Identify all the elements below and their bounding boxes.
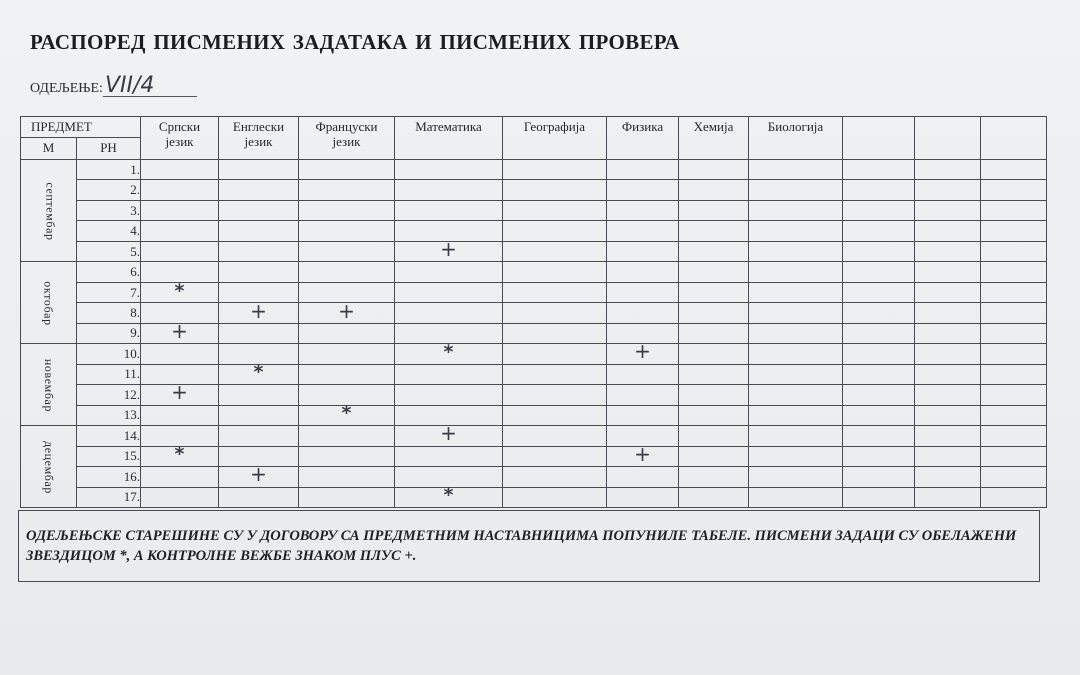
week-row [21, 221, 1047, 241]
schedule-cell[interactable] [299, 262, 395, 282]
schedule-cell[interactable] [843, 405, 915, 425]
schedule-cell[interactable] [749, 160, 843, 180]
week-number: 1. [77, 160, 141, 180]
schedule-cell[interactable] [843, 180, 915, 200]
month-label: септембар [43, 182, 58, 241]
schedule-cell[interactable] [395, 340, 503, 364]
week-number: 9. [77, 323, 141, 343]
schedule-cell[interactable] [843, 467, 915, 487]
week-number: 15. [77, 446, 141, 466]
subject-header [141, 117, 219, 160]
schedule-cell[interactable] [503, 200, 607, 220]
schedule-cell[interactable] [503, 405, 607, 425]
schedule-cell[interactable] [219, 323, 299, 343]
schedule-cell[interactable] [503, 364, 607, 384]
schedule-cell[interactable] [679, 385, 749, 405]
schedule-cell[interactable] [679, 160, 749, 180]
schedule-cell[interactable] [141, 487, 219, 508]
schedule-cell[interactable] [915, 303, 981, 323]
subject-name: Биологија [767, 119, 824, 134]
schedule-cell[interactable] [749, 221, 843, 241]
subject-name: Физика [621, 119, 664, 134]
schedule-cell[interactable] [981, 364, 1047, 384]
schedule-cell[interactable] [219, 361, 299, 384]
schedule-cell[interactable] [915, 385, 981, 405]
schedule-cell[interactable] [607, 441, 679, 466]
schedule-cell[interactable] [843, 221, 915, 241]
week-number: 6. [77, 262, 141, 282]
schedule-cell[interactable] [141, 380, 219, 405]
month-label: децембар [41, 440, 56, 494]
week-number: 8. [77, 303, 141, 323]
schedule-cell[interactable] [395, 180, 503, 200]
month-label: новембар [41, 358, 56, 412]
schedule-cell[interactable] [679, 426, 749, 446]
schedule-cell[interactable] [141, 318, 219, 343]
schedule-cell[interactable] [395, 160, 503, 180]
schedule-cell[interactable] [219, 160, 299, 180]
written-task-star-mark: * [174, 279, 185, 302]
week-row [21, 385, 1047, 405]
schedule-cell[interactable] [219, 487, 299, 508]
schedule-cell[interactable] [981, 221, 1047, 241]
schedule-cell[interactable] [981, 467, 1047, 487]
week-number: 13. [77, 405, 141, 425]
schedule-cell[interactable] [607, 262, 679, 282]
schedule-cell[interactable] [843, 262, 915, 282]
schedule-cell[interactable] [141, 443, 219, 466]
footer-note: ОДЕЉЕЊСКЕ СТАРЕШИНЕ СУ У ДОГОВОРУ СА ПРЕДМЕТНИМ НАСТАВНИЦИМА ПОПУНИЛЕ ТАБЕЛЕ. ПИСМЕНИ ЗАДАЦИ СУ ОБЕЛАЖЕНИ ЗВЕЗДИЦОМ *, А КОНТРОЛНЕ ВЕЖБЕ ЗНАКОМ ПЛУС +. [18, 510, 1040, 582]
week-row [21, 446, 1047, 466]
week-number: 11. [77, 364, 141, 384]
schedule-cell[interactable] [749, 487, 843, 508]
subject-header [299, 117, 395, 160]
schedule-cell[interactable] [843, 303, 915, 323]
schedule-cell[interactable] [915, 467, 981, 487]
schedule-cell[interactable] [219, 426, 299, 446]
schedule-cell[interactable] [395, 262, 503, 282]
schedule-cell[interactable] [141, 200, 219, 220]
schedule-cell[interactable] [915, 160, 981, 180]
written-task-star-mark: * [174, 443, 185, 466]
schedule-cell[interactable] [749, 364, 843, 384]
schedule-cell[interactable] [141, 221, 219, 241]
schedule-cell[interactable] [915, 282, 981, 302]
week-number: 3. [77, 200, 141, 220]
schedule-cell[interactable] [299, 467, 395, 487]
schedule-cell[interactable] [503, 323, 607, 343]
schedule-cell[interactable] [915, 241, 981, 261]
schedule-cell[interactable] [607, 180, 679, 200]
test-plus-mark: + [171, 380, 188, 405]
schedule-cell[interactable] [843, 385, 915, 405]
subject-header [503, 117, 607, 160]
schedule-cell[interactable] [679, 364, 749, 384]
week-number: 14. [77, 426, 141, 446]
schedule-cell[interactable] [679, 323, 749, 343]
schedule-cell[interactable] [299, 241, 395, 261]
subject-name-line2: језик [165, 134, 194, 149]
schedule-cell[interactable] [749, 282, 843, 302]
subject-name-line2: језик [332, 134, 361, 149]
subject-name: Француски [315, 119, 378, 134]
schedule-cell[interactable] [915, 405, 981, 425]
schedule-cell[interactable] [299, 402, 395, 425]
schedule-cell[interactable] [749, 262, 843, 282]
schedule-cell[interactable] [981, 282, 1047, 302]
schedule-cell[interactable] [843, 282, 915, 302]
schedule-cell[interactable] [607, 405, 679, 425]
schedule-cell[interactable] [843, 426, 915, 446]
schedule-cell[interactable] [915, 487, 981, 508]
test-plus-mark: + [171, 318, 188, 343]
test-plus-mark: + [634, 339, 651, 364]
subject-header [219, 117, 299, 160]
schedule-cell[interactable] [299, 364, 395, 384]
schedule-cell[interactable] [395, 446, 503, 466]
subject-header [679, 117, 749, 160]
schedule-cell[interactable] [607, 339, 679, 364]
schedule-cell[interactable] [679, 262, 749, 282]
subject-header [749, 117, 843, 160]
schedule-table [20, 116, 1047, 508]
schedule-cell[interactable] [607, 221, 679, 241]
written-task-star-mark: * [341, 402, 352, 425]
written-task-star-mark: * [253, 361, 264, 384]
schedule-cell[interactable] [915, 446, 981, 466]
schedule-cell[interactable] [219, 405, 299, 425]
week-row [21, 467, 1047, 487]
schedule-cell[interactable] [141, 279, 219, 302]
schedule-cell[interactable] [503, 426, 607, 446]
predmet-header: ПРЕДМЕТ [21, 117, 141, 138]
week-row [21, 241, 1047, 261]
schedule-cell[interactable] [141, 160, 219, 180]
schedule-cell[interactable] [219, 241, 299, 261]
schedule-cell[interactable] [843, 323, 915, 343]
schedule-cell[interactable] [679, 405, 749, 425]
month-cell [21, 160, 77, 262]
subject-name: Српски [158, 119, 201, 134]
schedule-cell[interactable] [981, 241, 1047, 261]
schedule-cell[interactable] [981, 180, 1047, 200]
schedule-cell[interactable] [503, 282, 607, 302]
schedule-cell[interactable] [299, 446, 395, 466]
schedule-cell[interactable] [749, 344, 843, 364]
schedule-cell[interactable] [141, 344, 219, 364]
schedule-cell[interactable] [219, 221, 299, 241]
schedule-cell[interactable] [981, 385, 1047, 405]
schedule-cell[interactable] [299, 298, 395, 323]
schedule-cell[interactable] [219, 180, 299, 200]
week-row [21, 344, 1047, 364]
schedule-cell[interactable] [915, 364, 981, 384]
subject-name: Хемија [693, 119, 734, 134]
schedule-cell[interactable] [503, 467, 607, 487]
schedule-cell[interactable] [607, 303, 679, 323]
schedule-cell[interactable] [981, 487, 1047, 508]
week-number: 5. [77, 241, 141, 261]
test-plus-mark: + [440, 421, 457, 446]
schedule-cell[interactable] [503, 221, 607, 241]
schedule-cell[interactable] [915, 426, 981, 446]
schedule-cell[interactable] [395, 364, 503, 384]
schedule-cell[interactable] [395, 237, 503, 262]
subject-header [607, 117, 679, 160]
schedule-cell[interactable] [503, 180, 607, 200]
class-field [30, 73, 197, 98]
class-label: ОДЕЉЕЊЕ: [30, 81, 103, 96]
week-row [21, 160, 1047, 180]
schedule-cell[interactable] [843, 200, 915, 220]
week-row [21, 487, 1047, 508]
schedule-cell[interactable] [749, 323, 843, 343]
schedule-cell[interactable] [219, 262, 299, 282]
schedule-cell[interactable] [981, 262, 1047, 282]
week-row [21, 323, 1047, 343]
subject-name: Географија [523, 119, 586, 134]
schedule-cell[interactable] [843, 241, 915, 261]
schedule-cell[interactable] [299, 487, 395, 508]
schedule-cell[interactable] [679, 241, 749, 261]
schedule-cell[interactable] [915, 323, 981, 343]
schedule-cell[interactable] [749, 241, 843, 261]
schedule-cell[interactable] [679, 344, 749, 364]
schedule-cell[interactable] [607, 385, 679, 405]
schedule-cell[interactable] [915, 344, 981, 364]
schedule-cell[interactable] [843, 446, 915, 466]
week-number: 2. [77, 180, 141, 200]
week-row [21, 282, 1047, 302]
schedule-cell[interactable] [749, 405, 843, 425]
m-header: М [21, 138, 77, 160]
test-plus-mark: + [338, 298, 355, 323]
subject-header [843, 117, 915, 160]
schedule-cell[interactable] [749, 303, 843, 323]
schedule-cell[interactable] [749, 180, 843, 200]
schedule-cell[interactable] [607, 364, 679, 384]
schedule-cell[interactable] [503, 446, 607, 466]
schedule-cell[interactable] [607, 200, 679, 220]
schedule-cell[interactable] [299, 323, 395, 343]
schedule-cell[interactable] [749, 385, 843, 405]
schedule-cell[interactable] [503, 160, 607, 180]
test-plus-mark: + [250, 462, 267, 487]
test-plus-mark: + [250, 298, 267, 323]
schedule-cell[interactable] [679, 221, 749, 241]
schedule-cell[interactable] [749, 426, 843, 446]
week-row [21, 200, 1047, 220]
week-number: 17. [77, 487, 141, 508]
schedule-cell[interactable] [981, 323, 1047, 343]
schedule-cell[interactable] [981, 200, 1047, 220]
week-number: 16. [77, 467, 141, 487]
month-cell [21, 262, 77, 344]
schedule-cell[interactable] [503, 303, 607, 323]
schedule-cell[interactable] [981, 344, 1047, 364]
subject-name: Енглески [232, 119, 285, 134]
week-number: 7. [77, 282, 141, 302]
schedule-cell[interactable] [299, 426, 395, 446]
schedule-cell[interactable] [915, 180, 981, 200]
schedule-cell[interactable] [395, 484, 503, 508]
schedule-cell[interactable] [503, 385, 607, 405]
schedule-cell[interactable] [679, 303, 749, 323]
test-plus-mark: + [440, 237, 457, 262]
schedule-cell[interactable] [843, 160, 915, 180]
schedule-cell[interactable] [141, 467, 219, 487]
schedule-cell[interactable] [141, 241, 219, 261]
month-cell [21, 344, 77, 426]
schedule-cell[interactable] [503, 487, 607, 508]
week-number: 12. [77, 385, 141, 405]
schedule-cell[interactable] [679, 446, 749, 466]
schedule-cell[interactable] [219, 298, 299, 323]
schedule-cell[interactable] [981, 405, 1047, 425]
schedule-cell[interactable] [843, 344, 915, 364]
schedule-cell[interactable] [915, 262, 981, 282]
schedule-cell[interactable] [219, 462, 299, 487]
schedule-cell[interactable] [981, 426, 1047, 446]
schedule-cell[interactable] [299, 160, 395, 180]
test-plus-mark: + [634, 441, 651, 466]
schedule-cell[interactable] [395, 303, 503, 323]
schedule-cell[interactable] [395, 282, 503, 302]
subject-name-line2: језик [244, 134, 273, 149]
schedule-cell[interactable] [503, 262, 607, 282]
week-row [21, 405, 1047, 425]
schedule-cell[interactable] [395, 200, 503, 220]
month-label: октобар [41, 281, 56, 326]
schedule-cell[interactable] [607, 467, 679, 487]
schedule-cell[interactable] [679, 467, 749, 487]
written-task-star-mark: * [443, 340, 454, 363]
week-number: 4. [77, 221, 141, 241]
schedule-cell[interactable] [141, 405, 219, 425]
schedule-cell[interactable] [299, 180, 395, 200]
schedule-cell[interactable] [679, 282, 749, 302]
rn-header: РН [77, 138, 141, 160]
schedule-cell[interactable] [679, 200, 749, 220]
schedule-cell[interactable] [607, 487, 679, 508]
week-number: 10. [77, 344, 141, 364]
subject-header [915, 117, 981, 160]
schedule-cell[interactable] [749, 446, 843, 466]
schedule-cell[interactable] [981, 160, 1047, 180]
subject-header [395, 117, 503, 160]
schedule-cell[interactable] [679, 487, 749, 508]
schedule-cell[interactable] [219, 385, 299, 405]
subject-name: Математика [415, 119, 482, 134]
schedule-cell[interactable] [503, 241, 607, 261]
header-row [21, 117, 1047, 138]
schedule-cell[interactable] [679, 180, 749, 200]
week-row [21, 180, 1047, 200]
subject-header [981, 117, 1047, 160]
schedule-cell[interactable] [299, 200, 395, 220]
schedule-cell[interactable] [395, 421, 503, 446]
schedule-cell[interactable] [503, 344, 607, 364]
schedule-cell[interactable] [607, 282, 679, 302]
schedule-cell[interactable] [749, 467, 843, 487]
schedule-cell[interactable] [299, 221, 395, 241]
schedule-cell[interactable] [981, 303, 1047, 323]
schedule-cell[interactable] [843, 364, 915, 384]
schedule-cell[interactable] [915, 200, 981, 220]
schedule-cell[interactable] [981, 446, 1047, 466]
schedule-cell[interactable] [843, 487, 915, 508]
page-title: РАСПОРЕД ПИСМЕНИХ ЗАДАТАКА И ПИСМЕНИХ ПРОВЕРА [30, 30, 680, 54]
class-value: VII/4 [103, 76, 197, 97]
schedule-cell[interactable] [141, 180, 219, 200]
schedule-cell[interactable] [395, 385, 503, 405]
schedule-cell[interactable] [299, 344, 395, 364]
schedule-cell[interactable] [607, 160, 679, 180]
schedule-cell[interactable] [607, 241, 679, 261]
schedule-cell[interactable] [915, 221, 981, 241]
schedule-cell[interactable] [219, 200, 299, 220]
month-cell [21, 426, 77, 508]
schedule-cell[interactable] [749, 200, 843, 220]
written-task-star-mark: * [443, 484, 454, 507]
